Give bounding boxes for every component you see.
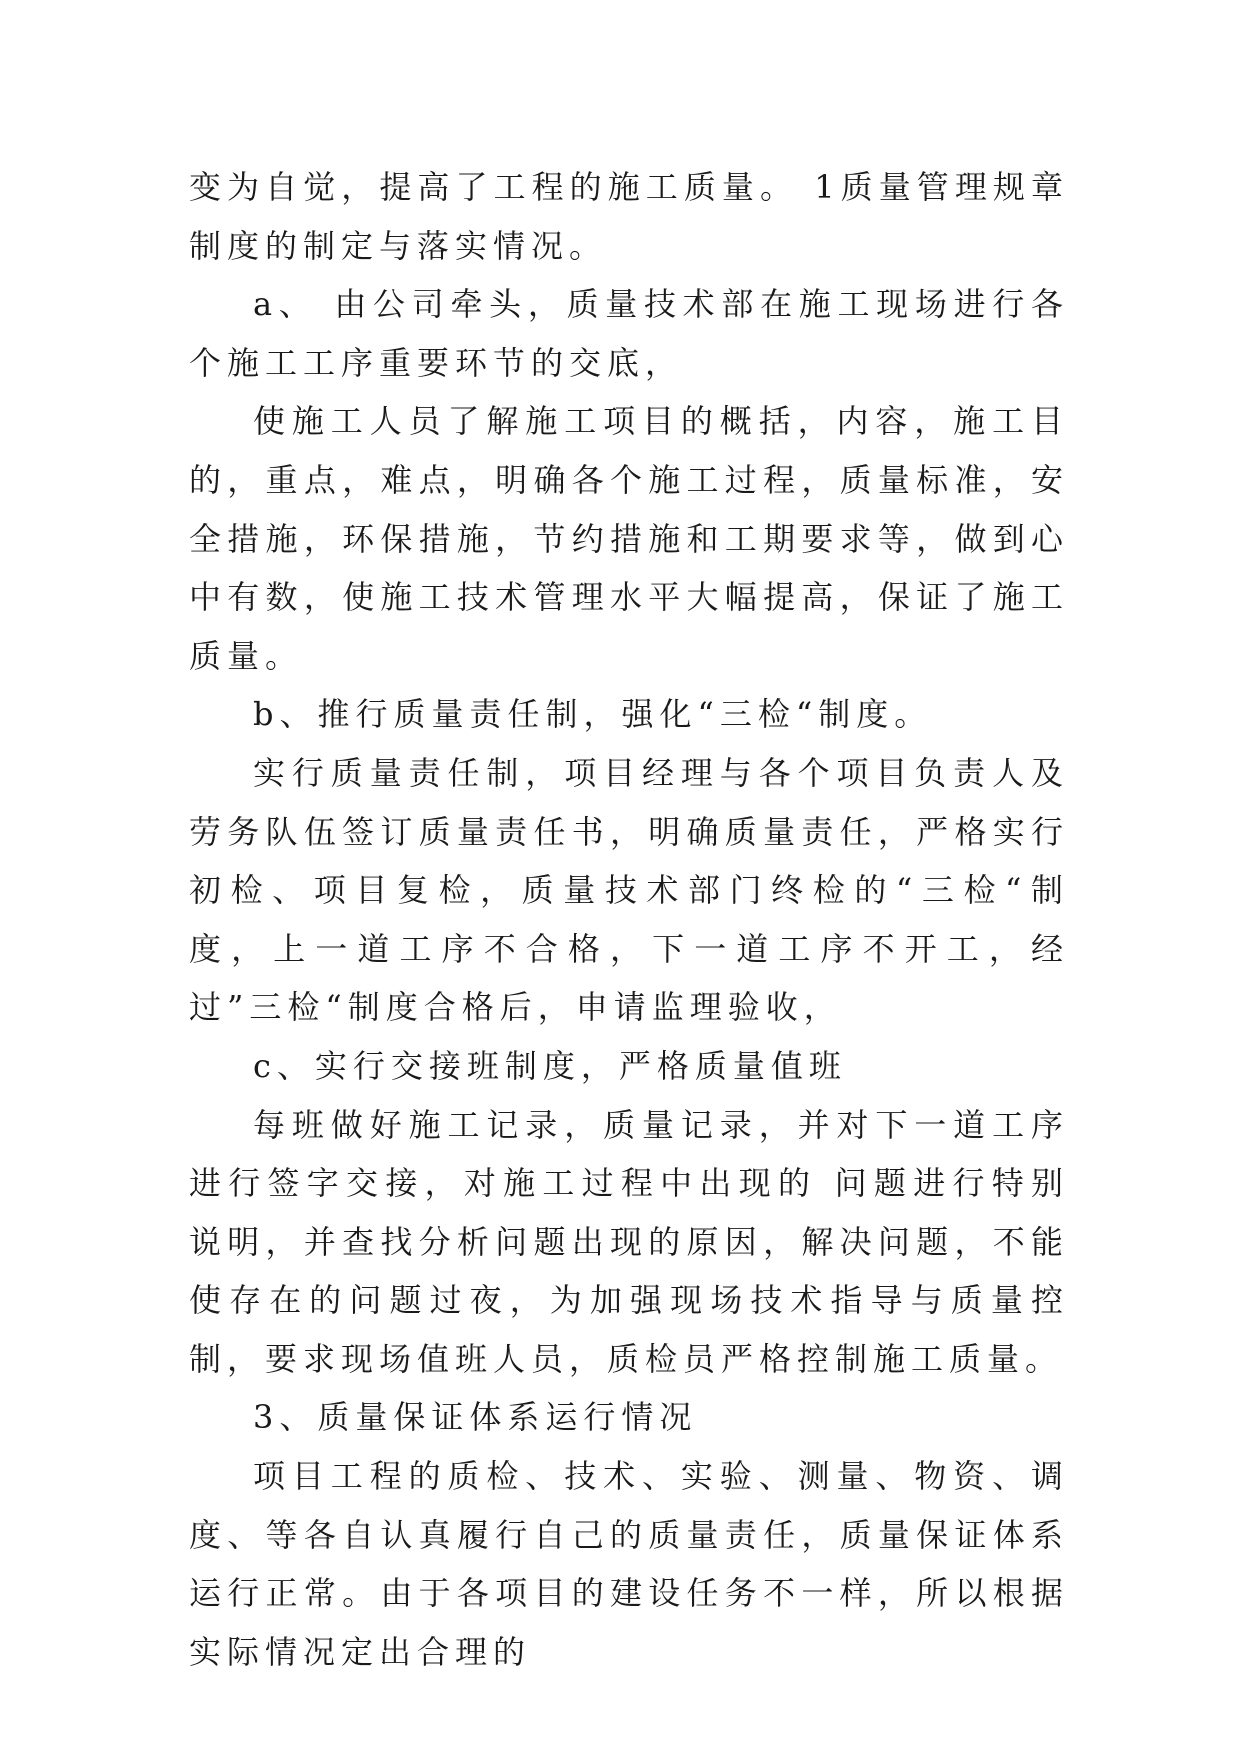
document-body [189, 158, 1069, 1681]
paragraph: b、推行质量责任制，强化“三检“制度。 [253, 695, 933, 734]
paragraph: 项目工程的质检、技术、实验、测量、物资、调度、等各自认真履行自己的质量责任，质量保证体系运行正常。由于各项目的建设任务不一样，所以根据实际情况定出合理的 [189, 1457, 1069, 1671]
paragraph: c、实行交接班制度，严格质量值班 [253, 1046, 847, 1085]
paragraph: 每班做好施工记录，质量记录，并对下一道工序进行签字交接，对施工过程中出现的 问题进行特别说明，并查找分析问题出现的原因，解决问题，不能使存在的问题过夜，为加强现场技术指导与质量控制，要求现场值班人员，质检员严格控制施工质量。 [189, 1105, 1069, 1378]
paragraph: 3、质量保证体系运行情况 [253, 1398, 698, 1437]
paragraph: a、 由公司牵头，质量技术部在施工现场进行各个施工工序重要环节的交底， [189, 285, 1069, 382]
paragraph: 实行质量责任制，项目经理与各个项目负责人及劳务队伍签订质量责任书，明确质量责任，严格实行初检、项目复检，质量技术部门终检的“三检“制度，上一道工序不合格，下一道工序不开工，经过”三检“制度合格后，申请监理验收， [189, 753, 1069, 1027]
paragraph: 变为自觉，提高了工程的施工质量。 1质量管理规章制度的制定与落实情况。 [189, 168, 1069, 265]
paragraph: 使施工人员了解施工项目的概括，内容，施工目的，重点，难点，明确各个施工过程，质量标准，安全措施，环保措施，节约措施和工期要求等，做到心中有数，使施工技术管理水平大幅提高，保证了施工质量。 [189, 402, 1069, 675]
